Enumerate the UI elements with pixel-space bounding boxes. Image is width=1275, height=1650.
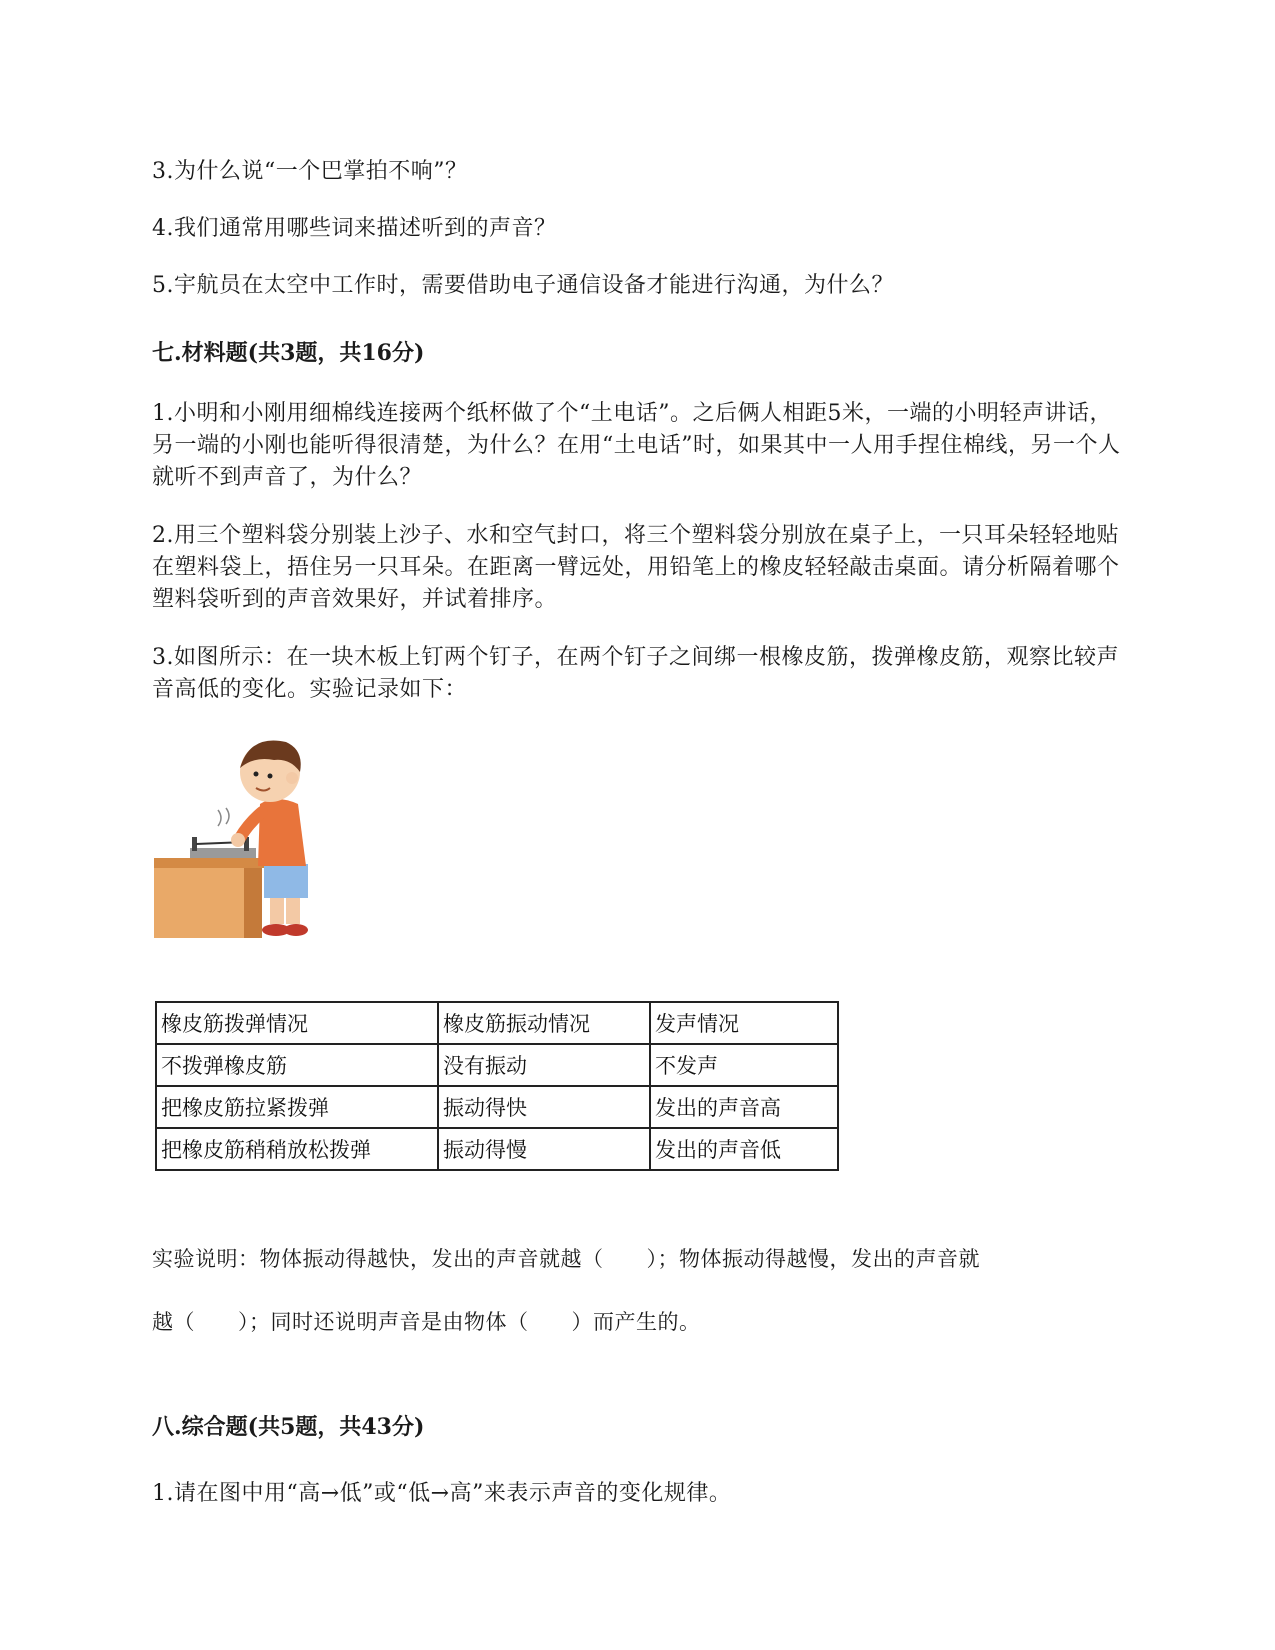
table-header-cell: 发声情况	[650, 1002, 838, 1044]
table-row	[156, 1086, 838, 1128]
table-cell: 把橡皮筋稍稍放松拨弹	[156, 1128, 438, 1170]
question-8-1: 1.请在图中用“高→低”或“低→高”来表示声音的变化规律。	[152, 1481, 732, 1506]
table-cell: 没有振动	[438, 1044, 650, 1086]
table-cell: 不发声	[650, 1044, 838, 1086]
conclusion-line-1: 实验说明：物体振动得越快，发出的声音就越（ ）；物体振动得越慢，发出的声音就	[152, 1247, 980, 1271]
question-7-1: 1.小明和小刚用细棉线连接两个纸杯做了个“土电话”。之后俩人相距5米，一端的小明轻声讲话，另一端的小刚也能听得很清楚，为什么？在用“土电话”时，如果其中一人用手捏住棉线，另一个人就听不到声音了，为什么？	[152, 401, 1121, 490]
experiment-record-table	[155, 1001, 839, 1171]
table-cell: 发出的声音高	[650, 1086, 838, 1128]
question-6-3: 3.为什么说“一个巴掌拍不响”？	[152, 159, 468, 184]
section-8-heading: 八.综合题(共5题，共43分)	[152, 1414, 425, 1440]
table-header-cell: 橡皮筋拨弹情况	[156, 1002, 438, 1044]
table-cell: 振动得慢	[438, 1128, 650, 1170]
table-row	[156, 1044, 838, 1086]
section-7-heading: 七.材料题(共3题，共16分)	[152, 340, 425, 366]
table-cell: 振动得快	[438, 1086, 650, 1128]
table-cell: 把橡皮筋拉紧拨弹	[156, 1086, 438, 1128]
table-cell: 不拨弹橡皮筋	[156, 1044, 438, 1086]
question-6-4: 4.我们通常用哪些词来描述听到的声音？	[152, 216, 557, 241]
table-row	[156, 1128, 838, 1170]
question-7-2: 2.用三个塑料袋分别装上沙子、水和空气封口，将三个塑料袋分别放在桌子上，一只耳朵轻轻地贴在塑料袋上，捂住另一只耳朵。在距离一臂远处，用铅笔上的橡皮轻轻敲击桌面。请分析隔着哪个塑料袋听到的声音效果好，并试着排序。	[152, 523, 1120, 612]
table-header-row	[156, 1002, 838, 1044]
question-7-3: 3.如图所示：在一块木板上钉两个钉子，在两个钉子之间绑一根橡皮筋，拨弹橡皮筋，观察比较声音高低的变化。实验记录如下：	[152, 645, 1119, 702]
question-6-5: 5.宇航员在太空中工作时，需要借助电子通信设备才能进行沟通，为什么？	[152, 273, 894, 298]
conclusion-line-2: 越（ ）；同时还说明声音是由物体（ ）而产生的。	[152, 1310, 701, 1334]
boy-plucking-rubber-band-illustration	[152, 734, 312, 940]
table-cell: 发出的声音低	[650, 1128, 838, 1170]
table-header-cell: 橡皮筋振动情况	[438, 1002, 650, 1044]
